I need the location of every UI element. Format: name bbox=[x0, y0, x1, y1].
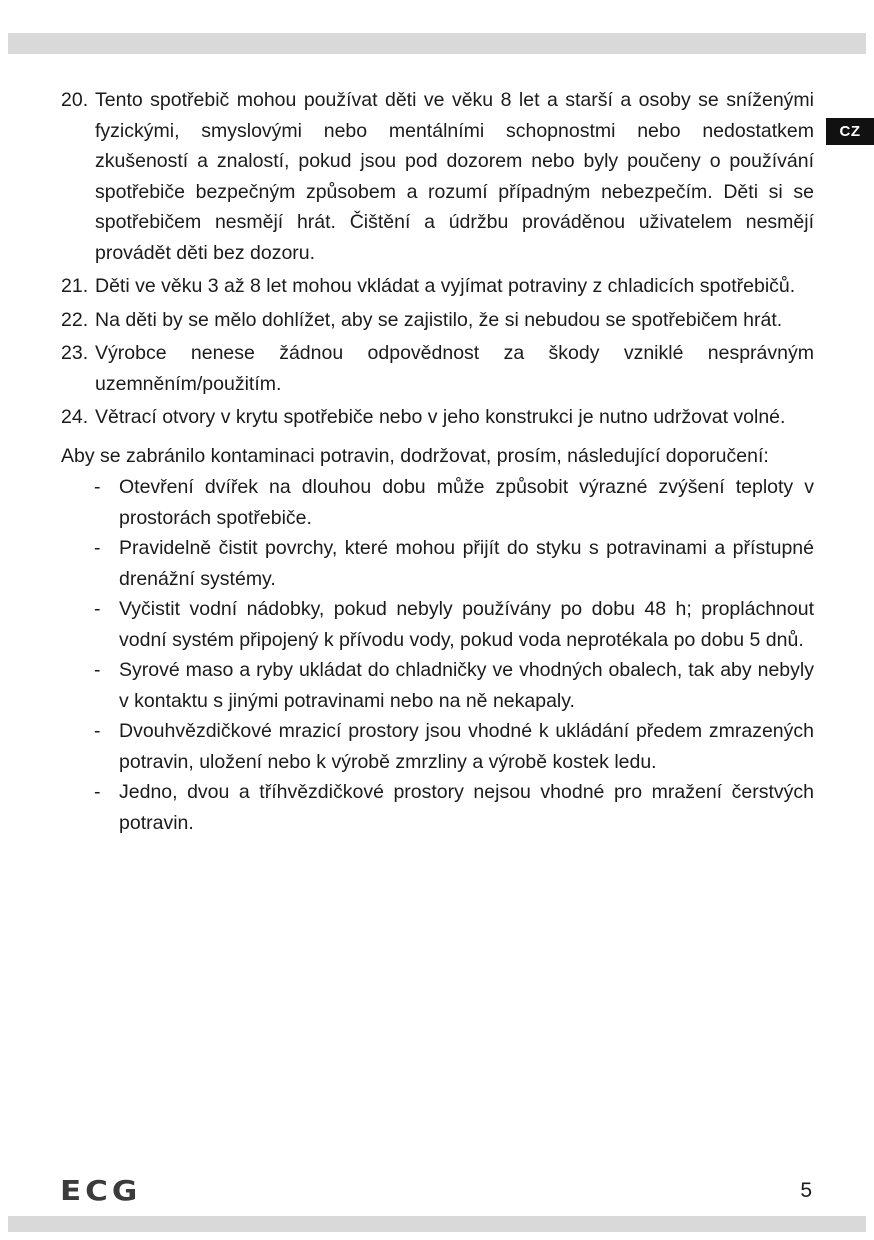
item-number: 23. bbox=[61, 342, 89, 364]
bottom-decoration-bar bbox=[8, 1216, 866, 1232]
dash-item-2 bbox=[94, 533, 814, 594]
item-number: 24. bbox=[61, 406, 89, 428]
item-text: Na děti by se mělo dohlížet, aby se zajistilo, že si nebudou se spotřebičem hrát. bbox=[95, 308, 783, 331]
dash-marker: - bbox=[94, 720, 101, 742]
recommendations-intro: Aby se zabránilo kontaminaci potravin, dodržovat, prosím, následující doporučení: bbox=[61, 444, 769, 467]
page-content bbox=[61, 85, 814, 838]
dash-item-text: Syrové maso a ryby ukládat do chladničky ve vhodných obalech, tak aby nebyly v kontaktu s jinými potravinami nebo na ně nekapaly. bbox=[119, 659, 814, 712]
dash-item-text: Jedno, dvou a tříhvězdičkové prostory nejsou vhodné pro mražení čerstvých potravin. bbox=[119, 781, 814, 834]
numbered-item-24 bbox=[61, 402, 814, 433]
item-text: Větrací otvory v krytu spotřebiče nebo v jeho konstrukci je nutno udržovat volné. bbox=[95, 406, 786, 428]
dash-item-text: Pravidelně čistit povrchy, které mohou přijít do styku s potravinami a přístupné drenážní systémy. bbox=[119, 537, 814, 590]
item-text: Výrobce nenese žádnou odpovědnost za škody vzniklé nesprávným uzemněním/použitím. bbox=[95, 342, 814, 395]
dash-item-5 bbox=[94, 716, 814, 777]
dash-item-6 bbox=[94, 777, 814, 838]
item-number: 22. bbox=[61, 308, 89, 331]
dash-marker: - bbox=[94, 598, 101, 620]
numbered-item-20 bbox=[61, 85, 814, 268]
dash-item-3 bbox=[94, 594, 814, 655]
dash-item-4 bbox=[94, 655, 814, 716]
top-decoration-bar bbox=[8, 33, 866, 54]
item-text: Tento spotřebič mohou používat děti ve věku 8 let a starší a osoby se sníženými fyzickými, smyslovými nebo mentálními schopnostmi nebo nedostatkem zkušeností a znalostí, pokud jsou pod dozorem nebo byly poučeny o používání spotřebiče bezpečným způsobem a rozumí případným nebezpečím. Děti si se spotřebičem nesmějí hrát. Čištění a údržbu prováděnou uživatelem nesmějí provádět děti bez dozoru. bbox=[95, 89, 814, 264]
item-number: 20. bbox=[61, 89, 89, 111]
item-text: Děti ve věku 3 až 8 let mohou vkládat a vyjímat potraviny z chladicích spotřebičů. bbox=[95, 275, 796, 297]
dash-marker: - bbox=[94, 476, 101, 498]
dash-marker: - bbox=[94, 781, 101, 803]
numbered-item-22 bbox=[61, 305, 814, 336]
ecg-logo: ECG bbox=[60, 1174, 142, 1207]
dash-item-text: Otevření dvířek na dlouhou dobu může způsobit výrazné zvýšení teploty v prostorách spotřebiče. bbox=[119, 476, 814, 529]
numbered-item-21 bbox=[61, 271, 814, 302]
item-number: 21. bbox=[61, 275, 89, 297]
dash-item-1 bbox=[94, 472, 814, 533]
dash-marker: - bbox=[94, 537, 101, 559]
dash-item-text: Dvouhvězdičkové mrazicí prostory jsou vhodné k ukládání předem zmrazených potravin, uložení nebo k výrobě zmrzliny a výrobě kostek ledu. bbox=[119, 720, 814, 773]
language-badge: CZ bbox=[826, 118, 874, 145]
numbered-item-23 bbox=[61, 338, 814, 399]
page-number: 5 bbox=[800, 1179, 812, 1202]
dash-marker: - bbox=[94, 659, 101, 681]
dash-item-text: Vyčistit vodní nádobky, pokud nebyly používány po dobu 48 h; propláchnout vodní systém připojený k přívodu vody, pokud voda neprotékala po dobu 5 dnů. bbox=[119, 598, 814, 651]
